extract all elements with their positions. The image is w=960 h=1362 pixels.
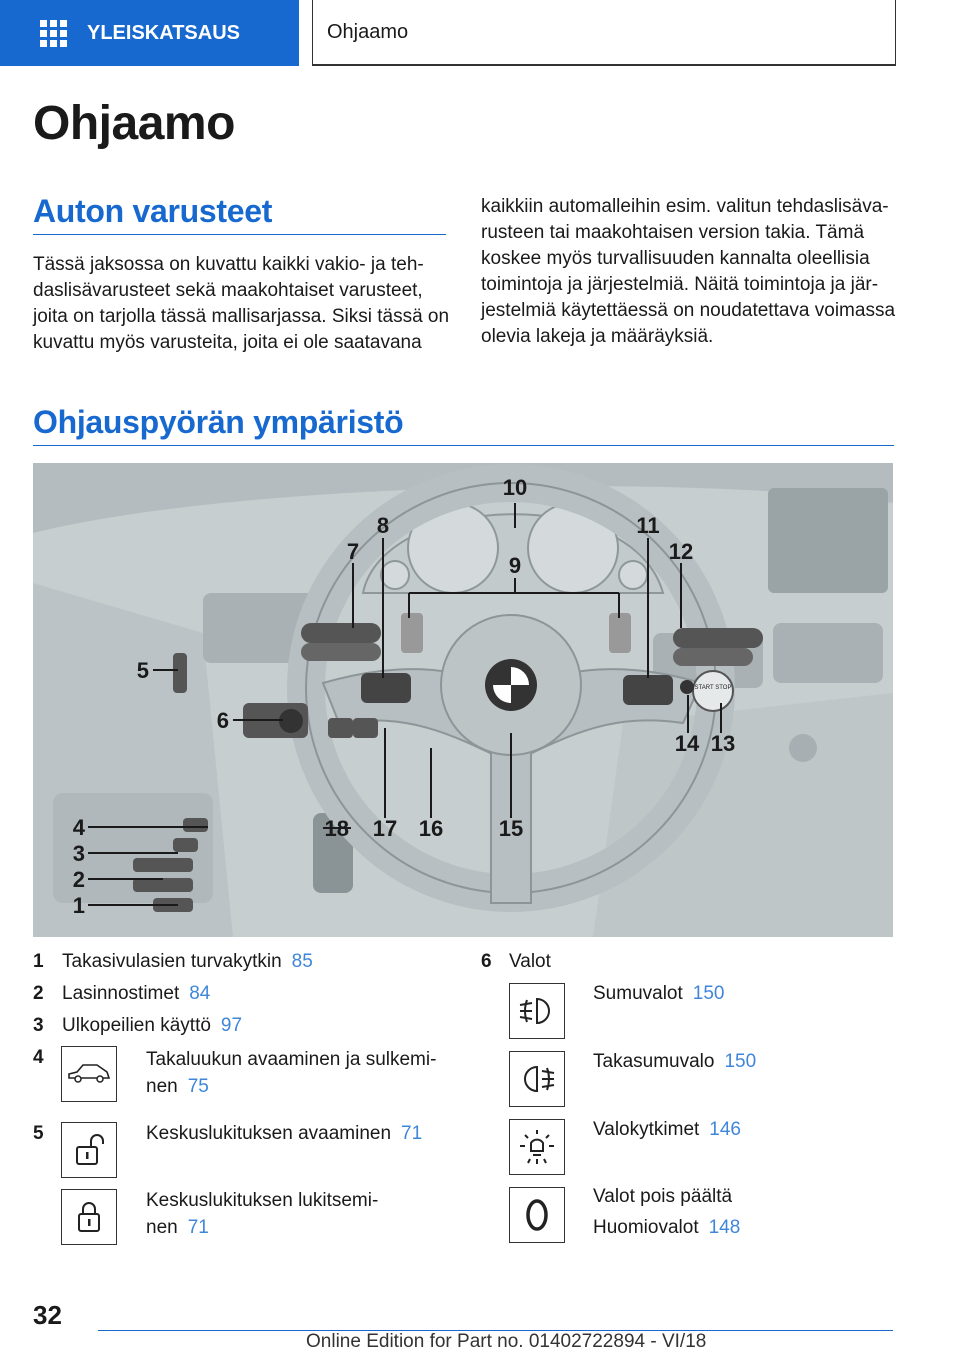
lights-off-icon: [509, 1187, 565, 1243]
text-line: Tässä jaksossa on kuvattu kaikki vakio- ja teh‐: [33, 254, 424, 275]
legend-item-5b: [146, 1187, 378, 1241]
section-rule: [33, 445, 894, 446]
page-reference-link[interactable]: 150: [724, 1051, 757, 1072]
callout-13: 13: [710, 731, 736, 756]
section-title-steering: Ohjauspyörän ympäristö: [33, 404, 404, 440]
legend-item-light-switch: [593, 1116, 741, 1143]
rear-fog-light-icon: [509, 1051, 565, 1107]
callout-15: 15: [498, 816, 524, 841]
legend-label: Valot: [509, 951, 551, 972]
callout-17: 17: [372, 816, 398, 841]
legend-item-1: [62, 948, 313, 975]
text-line: kaikkiin automalleihin esim. valitun tehdaslisäva‐: [481, 196, 889, 217]
text-line: olevia lakeja ja määräyksiä.: [481, 326, 714, 347]
callout-9: 9: [508, 553, 522, 578]
tab-yleiskatsaus[interactable]: [0, 0, 299, 66]
callout-18: 18: [324, 816, 349, 841]
unlock-icon: [61, 1122, 117, 1178]
front-fog-light-icon: [509, 983, 565, 1039]
callout-1: 1: [72, 893, 85, 918]
legend-label: Keskuslukituksen avaaminen: [146, 1123, 392, 1144]
page-reference-link[interactable]: 97: [220, 1015, 243, 1036]
page-reference-link[interactable]: 148: [708, 1217, 741, 1238]
callout-11: 11: [636, 513, 660, 538]
legend-number: 4: [33, 1047, 44, 1068]
tab-label: YLEISKATSAUS: [87, 21, 240, 44]
text-line: kuvattu myös varusteita, joita ei ole saatavana: [33, 332, 422, 353]
text-line: koskee myös turvallisuuden kannalta oleellisia: [481, 248, 870, 269]
lock-icon: [61, 1189, 117, 1245]
legend-item-6: [509, 948, 551, 975]
callout-6: 6: [216, 708, 229, 733]
callout-8: 8: [376, 513, 390, 538]
section-rule: [33, 234, 446, 235]
section-title-equipment: Auton varusteet: [33, 193, 273, 229]
legend-label: Huomiovalot: [593, 1217, 699, 1238]
page-reference-link[interactable]: 146: [709, 1119, 741, 1140]
callout-5: 5: [136, 658, 149, 683]
page-title: Ohjaamo: [33, 97, 235, 150]
breadcrumb-label: Ohjaamo: [327, 20, 409, 43]
legend-label: Ulkopeilien käyttö: [62, 1015, 211, 1036]
legend-item-4: [146, 1046, 436, 1100]
top-navigation: [0, 0, 960, 66]
legend-item-rear-fog: [593, 1048, 756, 1075]
text-line: daslisävarusteet sekä maakohtaiset varusteet,: [33, 280, 423, 301]
intro-paragraph-left: [33, 252, 449, 356]
legend-item-2: [62, 980, 210, 1007]
legend-number: 1: [33, 951, 44, 972]
legend-label: Lasinnostimet: [62, 983, 180, 1004]
legend-label: nen: [146, 1076, 178, 1097]
page-reference-link[interactable]: 71: [187, 1217, 209, 1238]
legend-item-fog: [593, 980, 724, 1007]
legend-number: 5: [33, 1123, 44, 1144]
legend-label: Takasivulasien turvakytkin: [62, 951, 282, 972]
callout-3: 3: [72, 841, 85, 866]
callout-12: 12: [668, 539, 694, 564]
callout-16: 16: [418, 816, 444, 841]
callout-7: 7: [346, 539, 360, 564]
legend-item-lights-off: [593, 1183, 740, 1241]
breadcrumb[interactable]: [312, 0, 896, 66]
text-line: joita on tarjolla tässä mallisarjassa. Siksi tässä on: [33, 306, 450, 327]
edition-note: Online Edition for Part no. 01402722894 - VI/18: [306, 1331, 707, 1352]
start-stop-label: START STOP: [694, 685, 732, 691]
legend-label: Valokytkimet: [593, 1119, 700, 1140]
legend-label: Valot pois päältä: [593, 1186, 733, 1207]
legend-label: Takaluukun avaaminen ja sulkemi‐: [146, 1049, 437, 1070]
text-line: rusteen tai maakohtaisen version takia. Tämä: [481, 222, 865, 243]
legend-label: Takasumuvalo: [593, 1051, 715, 1072]
cockpit-illustration: [33, 463, 893, 937]
legend-number: 3: [33, 1015, 44, 1036]
legend-number: 6: [481, 951, 492, 972]
light-switch-icon: [509, 1119, 565, 1175]
intro-paragraph-right: [481, 194, 895, 350]
page-reference-link[interactable]: 150: [692, 983, 725, 1004]
legend-label: Keskuslukituksen lukitsemi‐: [146, 1190, 379, 1211]
legend-label: nen: [146, 1217, 178, 1238]
tailgate-icon: [61, 1046, 117, 1102]
callout-14: 14: [674, 731, 700, 756]
legend-label: Sumuvalot: [593, 983, 683, 1004]
text-line: jestelmiä käytettäessä on noudatettava voimassa: [481, 300, 896, 321]
page-reference-link[interactable]: 75: [187, 1076, 209, 1097]
text-line: toimintoja ja järjestelmiä. Näitä toimintoja ja jär‐: [481, 274, 879, 295]
legend-number: 2: [33, 983, 44, 1004]
callout-10: 10: [502, 475, 528, 500]
callout-2: 2: [72, 867, 85, 892]
legend-item-3: [62, 1012, 242, 1039]
callout-4: 4: [72, 815, 85, 840]
page-reference-link[interactable]: 71: [401, 1123, 423, 1144]
grid-menu-icon: [40, 20, 67, 47]
page-reference-link[interactable]: 84: [189, 983, 211, 1004]
page-reference-link[interactable]: 85: [291, 951, 313, 972]
page-number: 32: [33, 1300, 62, 1330]
legend-item-5: [146, 1120, 422, 1147]
